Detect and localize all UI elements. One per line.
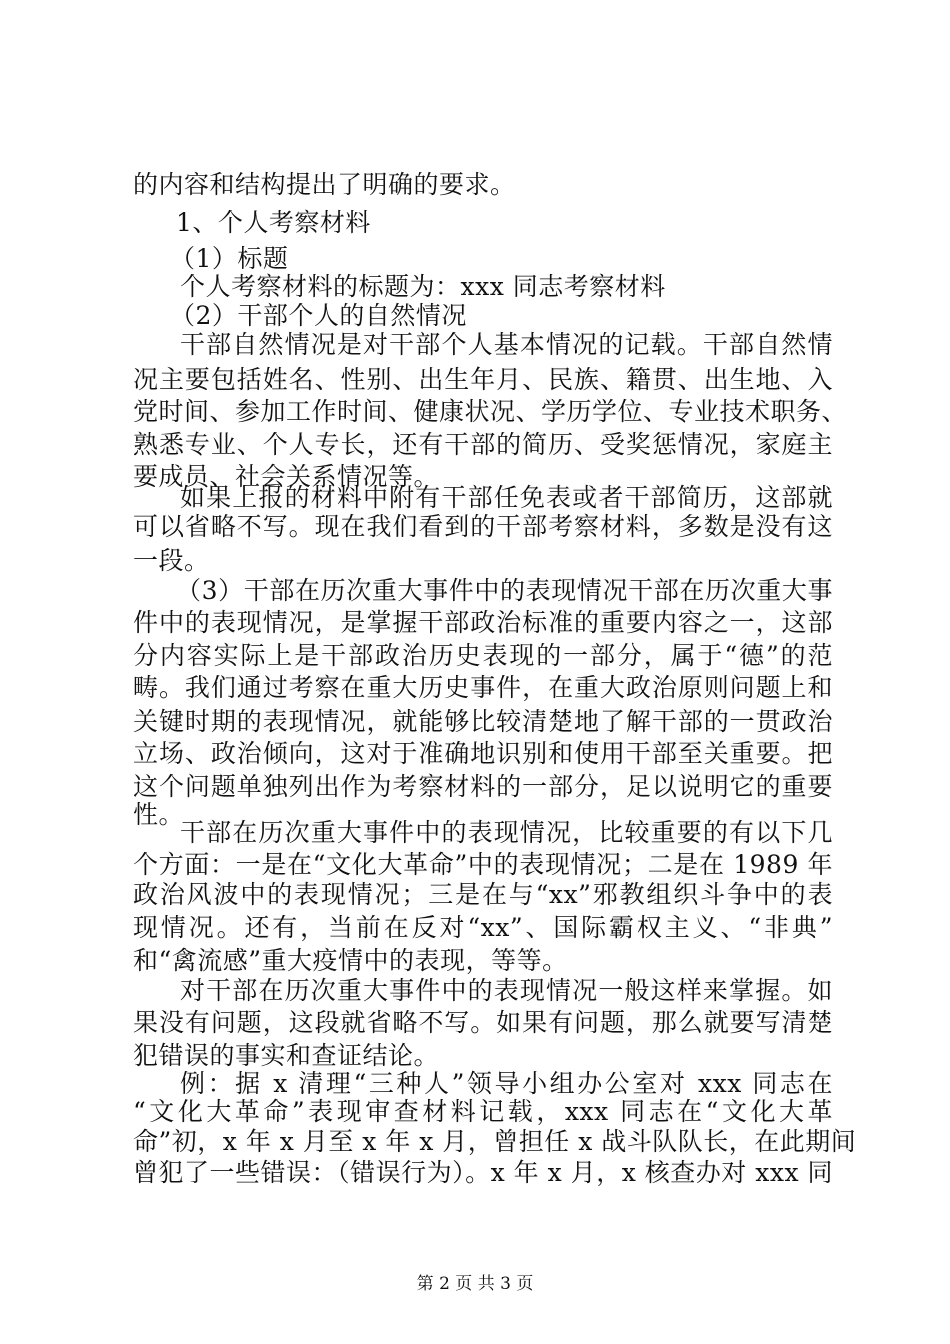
text-line: 个方面：一是在“文化大革命”中的表现情况；二是在 1989 年 (133, 850, 833, 879)
text-line: 和“禽流感”重大疫情中的表现，等等。 (133, 946, 568, 975)
text-line: “文化大革命”表现审查材料记载，xxx 同志在“文化大革 (133, 1097, 833, 1126)
text-line: （3）干部在历次重大事件中的表现情况干部在历次重大事 (176, 576, 833, 605)
text-line: 曾犯了一些错误：（错误行为）。x 年 x 月，x 核查办对 xxx 同 (133, 1158, 833, 1187)
text-line: 熟悉专业、个人专长，还有干部的简历、受奖惩情况，家庭主 (133, 430, 833, 459)
text-line: 畴。我们通过考察在重大历史事件，在重大政治原则问题上和 (133, 673, 833, 702)
text-line: 况主要包括姓名、性别、出生年月、民族、籍贯、出生地、入 (133, 365, 833, 394)
text-line: 干部在历次重大事件中的表现情况，比较重要的有以下几 (180, 818, 833, 847)
text-line: 的内容和结构提出了明确的要求。 (133, 170, 516, 199)
text-line: 性。 (133, 800, 185, 829)
subheading: （2）干部个人的自然情况 (170, 301, 467, 330)
text-line: 立场、政治倾向，这对于准确地识别和使用干部至关重要。把 (133, 739, 833, 768)
text-line: 如果上报的材料中附有干部任免表或者干部简历，这部就 (180, 483, 833, 512)
text-line: 可以省略不写。现在我们看到的干部考察材料，多数是没有这 (133, 512, 833, 541)
text-line: 这个问题单独列出作为考察材料的一部分，足以说明它的重要 (133, 772, 833, 801)
text-line: 果没有问题，这段就省略不写。如果有问题，那么就要写清楚 (133, 1008, 833, 1037)
text-line: 党时间、参加工作时间、健康状况、学历学位、专业技术职务、 (133, 397, 848, 426)
text-line: 干部自然情况是对干部个人基本情况的记载。干部自然情 (180, 330, 833, 359)
text-line: 命”初，x 年 x 月至 x 年 x 月，曾担任 x 战斗队队长，在此期间 (133, 1127, 857, 1156)
text-line: 例：据 x 清理“三种人”领导小组办公室对 xxx 同志在 (180, 1069, 833, 1098)
text-line: 个人考察材料的标题为：xxx 同志考察材料 (180, 272, 666, 301)
text-line: 件中的表现情况，是掌握干部政治标准的重要内容之一，这部 (133, 608, 833, 637)
text-line: 对干部在历次重大事件中的表现情况一般这样来掌握。如 (180, 976, 833, 1005)
text-line: 分内容实际上是干部政治历史表现的一部分，属于“德”的范 (133, 641, 833, 670)
section-heading: 1、个人考察材料 (176, 208, 371, 237)
text-line: 犯错误的事实和查证结论。 (133, 1041, 440, 1070)
text-line: 现情况。还有，当前在反对“xx”、国际霸权主义、“非典” (133, 913, 833, 942)
text-line: 要成员、社会关系情况等。 (133, 462, 440, 491)
text-line: 一段。 (133, 546, 210, 575)
text-line: 政治风波中的表现情况；三是在与“xx”邪教组织斗争中的表 (133, 880, 833, 909)
subheading: （1）标题 (170, 244, 289, 273)
text-line: 关键时期的表现情况，就能够比较清楚地了解干部的一贯政治 (133, 707, 833, 736)
page-number-footer: 第 2 页 共 3 页 (416, 1274, 534, 1294)
